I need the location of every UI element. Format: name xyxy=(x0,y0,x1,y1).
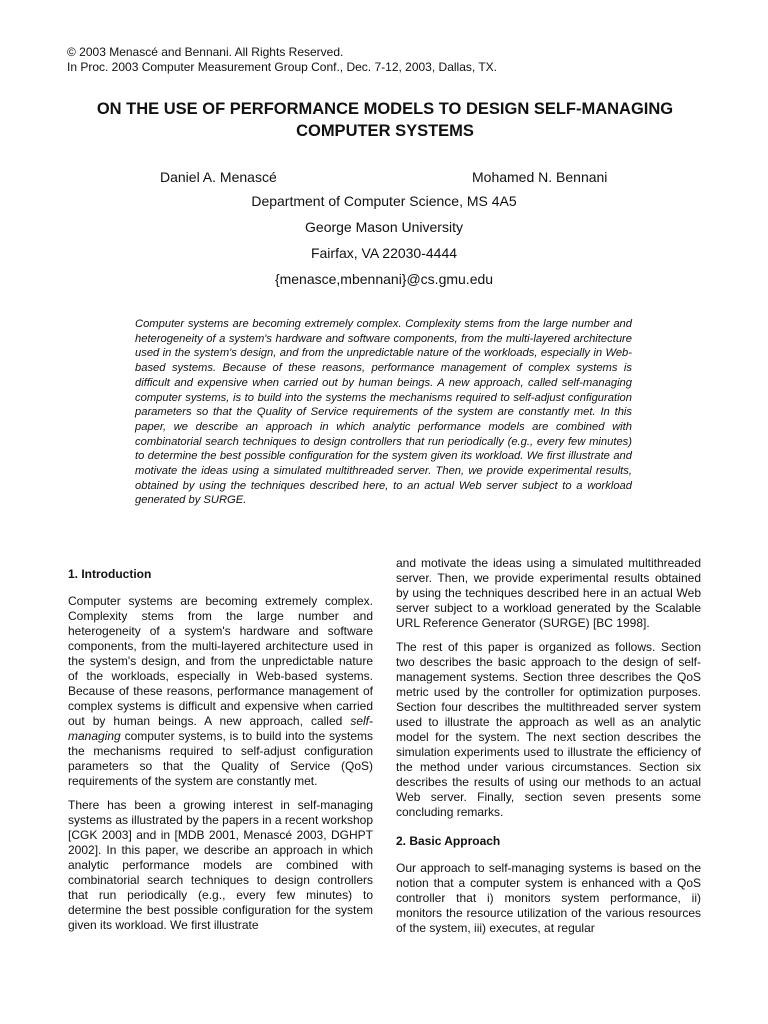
intro-p1-text-b: computer systems, is to build into the systems the mechanisms required to self-adjust configuration parameters so that the Quality of Service (QoS) requirements of the system are constantly met. xyxy=(68,729,373,788)
title-line-2: COMPUTER SYSTEMS xyxy=(296,122,474,140)
author-menasce: Daniel A. Menascé xyxy=(160,169,277,185)
affiliation-university: George Mason University xyxy=(305,219,463,235)
right-column xyxy=(396,556,701,945)
intro-paragraph-1 xyxy=(68,594,373,789)
affiliation-department: Department of Computer Science, MS 4A5 xyxy=(251,193,517,209)
affiliation-city: Fairfax, VA 22030-4444 xyxy=(310,245,458,261)
intro-paragraph-4: The rest of this paper is organized as follows. Section two describes the basic approach to the design of self-management systems. Section three describes the QoS metric used by the controller for optimization purposes. Section four describes the multithreaded server system used to illustrate the approach as well as an analytic model for the system. The next section describes the simulation experiments used to illustrate the efficiency of the method under various circumstances. Section six describes the results of using our methods to an actual Web server. Finally, section seven presents some concluding remarks. xyxy=(396,640,701,819)
affiliation-email: {menasce,mbennani}@cs.gmu.edu xyxy=(274,271,494,287)
intro-paragraph-3: and motivate the ideas using a simulated multithreaded server. Then, we provide experimental results obtained by using the techniques described here in an actual Web server subject to a workload generated by the Scalable URL Reference Generator (SURGE) [BC 1998]. xyxy=(396,556,701,630)
title-line-1: ON THE USE OF PERFORMANCE MODELS TO DESIGN SELF-MANAGING xyxy=(96,100,674,118)
proceedings-line: In Proc. 2003 Computer Measurement Group Conf., Dec. 7-12, 2003, Dallas, TX. xyxy=(67,60,497,74)
intro-paragraph-2: There has been a growing interest in self-managing systems as illustrated by the papers in a recent workshop [CGK 2003] and in [MDB 2001, Menascé 2003, DGHPT 2002]. In this paper, we describe an approach in which analytic performance models are combined with combinatorial search techniques to design controllers that run periodically (e.g., every few minutes) to determine the best possible configuration for the system given its workload. We first illustrate xyxy=(68,798,373,932)
intro-p1-text-a: Computer systems are becoming extremely complex. Complexity stems from the large number and heterogeneity of a system's hardware and software components, from the multi-layered architecture used in the system's design, and from the unpredictable nature of the workloads, especially in Web-based systems. Because of these reasons, performance management of complex systems is difficult and expensive when carried out by human beings. A new approach, called xyxy=(68,594,373,728)
abstract: Computer systems are becoming extremely complex. Complexity stems from the large number and heterogeneity of a system's hardware and software components, from the multi-layered architecture used in the system's design, and from the unpredictable nature of the workloads, especially in Web-based systems. Because of these reasons, performance management of complex systems is difficult and expensive when carried out by human beings. A new approach, called self-managing computer systems, is to build into the systems the mechanisms required to self-adjust configuration parameters so that the Quality of Service requirements of the system are constantly met. In this paper, we describe an approach in which analytic performance models are combined with combinatorial search techniques to design controllers that run periodically (e.g., every few minutes) to determine the best possible configuration for the system given its workload. We first illustrate and motivate the ideas using a simulated multithreaded server. Then, we provide experimental results, obtained by using the techniques described here, to an actual Web server subject to a workload generated by SURGE. xyxy=(135,318,632,507)
copyright-notice xyxy=(67,45,497,75)
paper-title xyxy=(40,98,730,142)
section-heading-basic-approach: 2. Basic Approach xyxy=(396,834,501,848)
copyright-line: © 2003 Menascé and Bennani. All Rights Reserved. xyxy=(67,45,344,59)
section-heading-introduction: 1. Introduction xyxy=(68,567,152,581)
basic-paragraph-1: Our approach to self-managing systems is based on the notion that a computer system is enhanced with a QoS controller that i) monitors system performance, ii) monitors the resource utilization of the various resources of the system, iii) executes, at regular xyxy=(396,861,701,935)
author-bennani: Mohamed N. Bennani xyxy=(472,169,608,185)
intro-p1-emphasis: self-managing xyxy=(68,714,373,743)
left-column xyxy=(68,567,373,942)
